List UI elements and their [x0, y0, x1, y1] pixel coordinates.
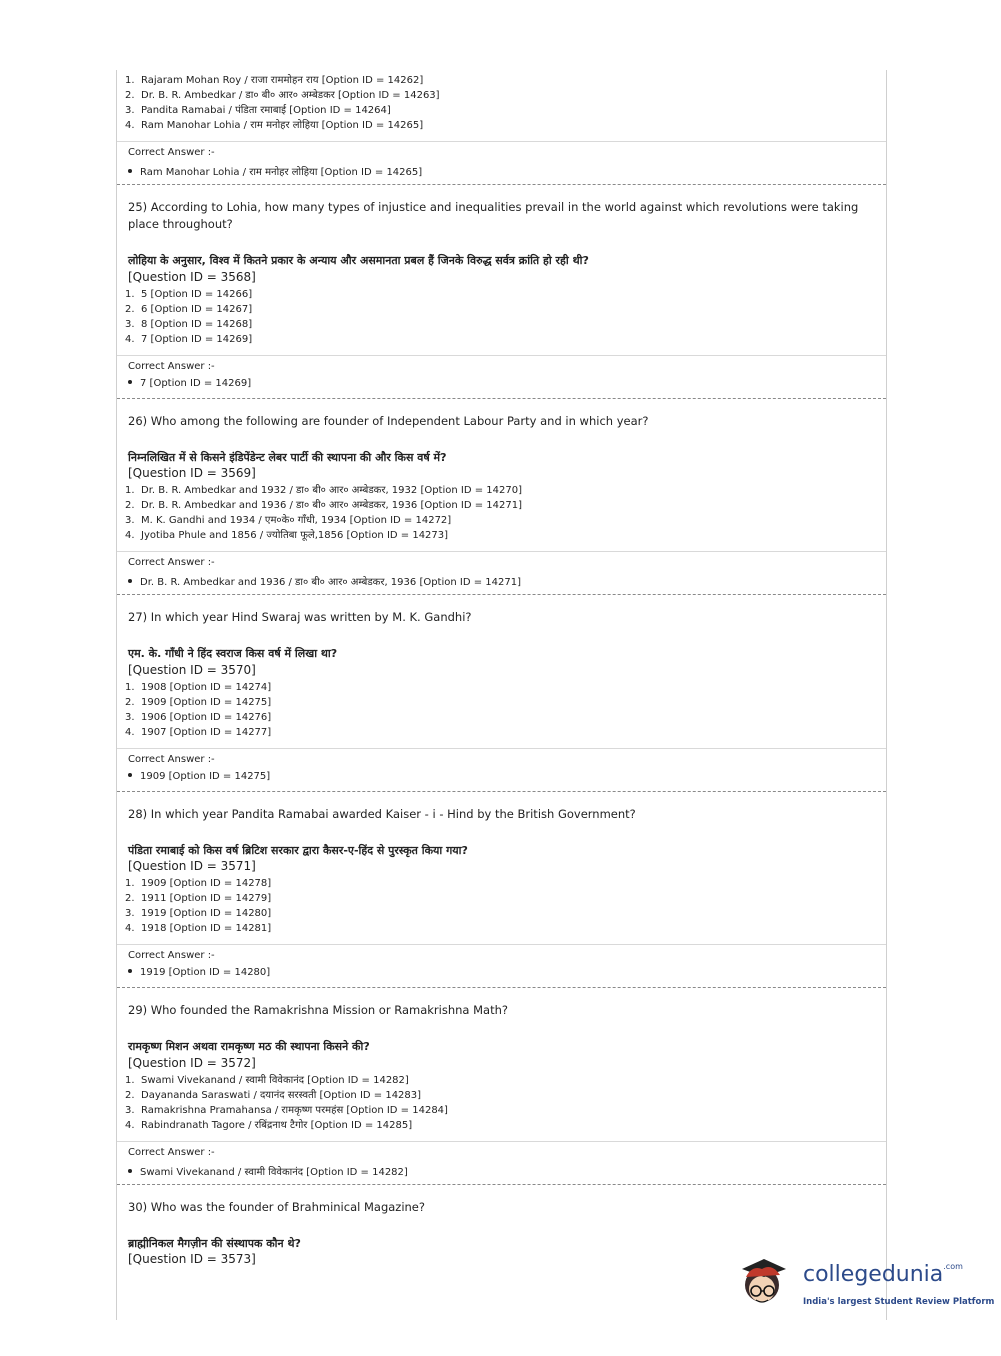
divider [117, 1141, 886, 1142]
correct-answer: Swami Vivekanand / स्वामी विवेकानंद [Option ID = 14282] [128, 1164, 408, 1178]
option: 3. 1906 [Option ID = 14276] [125, 712, 272, 723]
question-text-hindi: ब्राह्मीनिकल मैगज़ीन की संस्थापक कौन थे? [128, 1237, 301, 1250]
option: 2. Dr. B. R. Ambedkar / डा० बी० आर० अम्बेडकर [Option ID = 14263] [125, 90, 440, 101]
divider [117, 748, 886, 749]
option: 4. Ram Manohar Lohia / राम मनोहर लोहिया [Option ID = 14265] [125, 120, 424, 131]
option: 3. Ramakrishna Pramahansa / रामकृष्ण परमहंस [Option ID = 14284] [125, 1105, 448, 1116]
brand-name: collegedunia$^{.com}$ [803, 1262, 963, 1287]
question-separator [117, 1184, 886, 1185]
option: 3. M. K. Gandhi and 1934 / एम०के० गाँधी, 1934 [Option ID = 14272] [125, 515, 452, 526]
correct-answer-label: Correct Answer :- [128, 1147, 215, 1158]
question-separator [117, 398, 886, 399]
option: 2. 1911 [Option ID = 14279] [125, 893, 272, 904]
options-list [117, 680, 271, 740]
q24-options [117, 73, 440, 133]
question-text-hindi: पंडिता रमाबाई को किस वर्ष ब्रिटिश सरकार द्वारा कैसर-ए-हिंद से पुरस्कृत किया गया? [128, 844, 468, 857]
options-list [117, 876, 271, 936]
option: 3. 8 [Option ID = 14268] [125, 319, 253, 330]
question-separator [117, 594, 886, 595]
question-separator [117, 791, 886, 792]
brand-tagline: India's largest Student Review Platform [803, 1297, 995, 1307]
option: 3. 1919 [Option ID = 14280] [125, 908, 272, 919]
bullet-icon [128, 773, 132, 777]
correct-answer: Ram Manohar Lohia / राम मनोहर लोहिया [Option ID = 14265] [128, 164, 422, 178]
divider [117, 355, 886, 356]
question-text: 26) Who among the following are founder of Independent Labour Party and in which year? [128, 414, 649, 428]
option: 1. Rajaram Mohan Roy / राजा राममोहन राय [Option ID = 14262] [125, 75, 424, 86]
correct-answer: 1909 [Option ID = 14275] [128, 771, 270, 782]
question-text: 30) Who was the founder of Brahminical Magazine? [128, 1200, 425, 1214]
options-list [117, 483, 522, 543]
question-text: 29) Who founded the Ramakrishna Mission or Ramakrishna Math? [128, 1003, 508, 1017]
question-separator [117, 184, 886, 185]
correct-answer-label: Correct Answer :- [128, 147, 215, 158]
question-id: [Question ID = 3571] [128, 859, 256, 873]
option: 2. Dayananda Saraswati / दयानंद सरस्वती [Option ID = 14283] [125, 1090, 422, 1101]
question-id: [Question ID = 3570] [128, 663, 256, 677]
question-text-hindi: निम्नलिखित में से किसने इंडिपेंडेन्ट लेबर पार्टी की स्थापना की और किस वर्ष में? [128, 451, 447, 464]
divider [117, 141, 886, 142]
bullet-icon [128, 169, 132, 173]
option: 1. 5 [Option ID = 14266] [125, 289, 253, 300]
option: 4. 1907 [Option ID = 14277] [125, 727, 272, 738]
question-text-hindi: रामकृष्ण मिशन अथवा रामकृष्ण मठ की स्थापना किसने की? [128, 1040, 370, 1053]
question-id: [Question ID = 3568] [128, 270, 256, 284]
question-text-hindi: एम. के. गाँधी ने हिंद स्वराज किस वर्ष में लिखा था? [128, 647, 338, 660]
correct-answer-label: Correct Answer :- [128, 557, 215, 568]
question-id: [Question ID = 3572] [128, 1056, 256, 1070]
options-list [117, 287, 252, 347]
question-text-hindi: लोहिया के अनुसार, विश्व में कितने प्रकार के अन्याय और असमानता प्रबल हैं जिनके विरुद्ध सर्वत्र क्रांति हो रही थी? [128, 254, 589, 267]
option: 1. Swami Vivekanand / स्वामी विवेकानंद [Option ID = 14282] [125, 1075, 409, 1086]
question-text: 28) In which year Pandita Ramabai awarded Kaiser - i - Hind by the British Government? [128, 807, 636, 821]
question-id: [Question ID = 3573] [128, 1252, 256, 1266]
correct-answer: 7 [Option ID = 14269] [128, 378, 251, 389]
bullet-icon [128, 380, 132, 384]
bullet-icon [128, 969, 132, 973]
question-separator [117, 987, 886, 988]
divider [117, 551, 886, 552]
divider [117, 944, 886, 945]
option: 4. Jyotiba Phule and 1856 / ज्योतिबा फूले,1856 [Option ID = 14273] [125, 530, 449, 541]
correct-answer-label: Correct Answer :- [128, 361, 215, 372]
option: 1. Dr. B. R. Ambedkar and 1932 / डा० बी० आर० अम्बेडकर, 1932 [Option ID = 14270] [125, 485, 522, 496]
option: 1. 1909 [Option ID = 14278] [125, 878, 272, 889]
question-text: 27) In which year Hind Swaraj was written by M. K. Gandhi? [128, 610, 472, 624]
bullet-icon [128, 579, 132, 583]
option: 4. 7 [Option ID = 14269] [125, 334, 253, 345]
option: 2. 6 [Option ID = 14267] [125, 304, 253, 315]
correct-answer: Dr. B. R. Ambedkar and 1936 / डा० बी० आर० अम्बेडकर, 1936 [Option ID = 14271] [128, 574, 521, 588]
question-text: 25) According to Lohia, how many types of injustice and inequalities prevail in the world against which revolutions were taking place throughout? [128, 200, 859, 231]
options-list [117, 1073, 448, 1133]
option: 2. Dr. B. R. Ambedkar and 1936 / डा० बी० आर० अम्बेडकर, 1936 [Option ID = 14271] [125, 500, 522, 511]
option: 1. 1908 [Option ID = 14274] [125, 682, 272, 693]
correct-answer-label: Correct Answer :- [128, 754, 215, 765]
question-id: [Question ID = 3569] [128, 466, 256, 480]
question-paper [116, 70, 887, 1320]
correct-answer-label: Correct Answer :- [128, 950, 215, 961]
option: 3. Pandita Ramabai / पंडिता रमाबाई [Option ID = 14264] [125, 105, 391, 116]
option: 2. 1909 [Option ID = 14275] [125, 697, 272, 708]
correct-answer: 1919 [Option ID = 14280] [128, 967, 270, 978]
bullet-icon [128, 1169, 132, 1173]
option: 4. 1918 [Option ID = 14281] [125, 923, 272, 934]
option: 4. Rabindranath Tagore / रबिंद्रनाथ टैगोर [Option ID = 14285] [125, 1120, 413, 1131]
